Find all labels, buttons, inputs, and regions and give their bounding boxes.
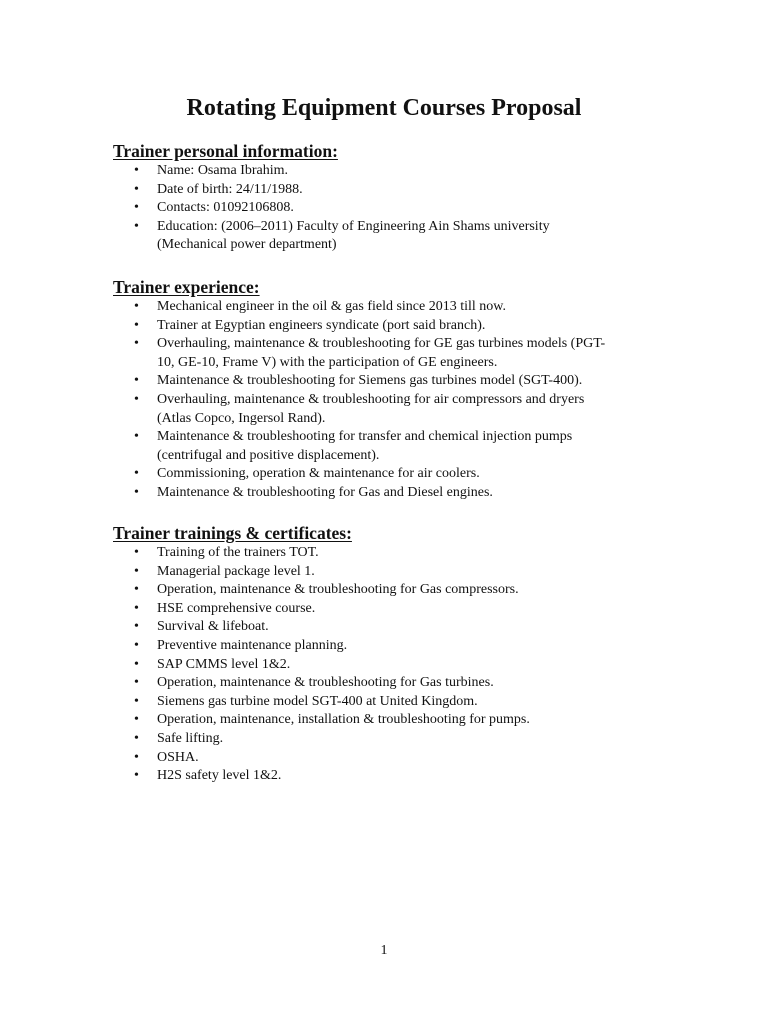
list-item — [113, 637, 673, 656]
bullet-icon: • — [134, 563, 139, 579]
bullet-icon: • — [134, 675, 139, 691]
bullet-icon: • — [134, 637, 139, 653]
bullet-icon: • — [134, 336, 139, 352]
list-item — [113, 730, 673, 749]
list-item-text: Safe lifting. — [157, 730, 224, 746]
bullet-icon: • — [134, 391, 139, 407]
personal-information-list — [113, 162, 673, 255]
list-item-text: Maintenance & troubleshooting for Gas and Diesel engines. — [157, 484, 493, 500]
list-item — [113, 484, 673, 503]
list-item-text: HSE comprehensive course. — [157, 600, 316, 616]
document-title: Rotating Equipment Courses Proposal — [186, 95, 582, 121]
list-item — [113, 711, 673, 730]
list-item — [113, 199, 673, 218]
list-item-text: Mechanical engineer in the oil & gas field since 2013 till now. — [157, 299, 506, 314]
list-item — [113, 581, 673, 600]
list-item — [113, 181, 673, 200]
section-heading-personal-information: Trainer personal information: — [113, 141, 338, 161]
bullet-icon: • — [134, 429, 139, 445]
list-item-text: Operation, maintenance & troubleshooting for Gas turbines. — [157, 675, 494, 691]
trainings-certificates-list — [113, 544, 673, 786]
list-item-text: Contacts: 01092106808. — [157, 200, 294, 216]
section-trainer-experience — [113, 276, 673, 503]
bullet-icon: • — [134, 299, 139, 314]
section-trainings-certificates — [113, 522, 673, 786]
list-item-text: Operation, maintenance, installation & troubleshooting for pumps. — [157, 712, 530, 728]
list-item-text: Maintenance & troubleshooting for transfer and chemical injection pumps (centrifugal and positive displacement). — [157, 429, 573, 463]
bullet-icon: • — [134, 181, 139, 197]
bullet-icon: • — [134, 484, 139, 500]
list-item — [113, 563, 673, 582]
list-item-text: Education: (2006–2011) Faculty of Engineering Ain Shams university (Mechanical power department) — [157, 218, 550, 253]
list-item — [113, 656, 673, 675]
list-item-text: Survival & lifeboat. — [157, 619, 269, 635]
bullet-icon: • — [134, 600, 139, 616]
bullet-icon: • — [134, 200, 139, 216]
list-item — [113, 162, 673, 181]
section-heading-trainings-certificates: Trainer trainings & certificates: — [113, 523, 352, 543]
bullet-icon: • — [134, 656, 139, 672]
list-item-text: Operation, maintenance & troubleshooting for Gas compressors. — [157, 582, 519, 598]
bullet-icon: • — [134, 218, 139, 234]
section-personal-information — [113, 140, 673, 255]
list-item — [113, 767, 673, 786]
list-item-text: Siemens gas turbine model SGT-400 at United Kingdom. — [157, 693, 478, 709]
bullet-icon: • — [134, 693, 139, 709]
list-item — [113, 600, 673, 619]
list-item-text: Trainer at Egyptian engineers syndicate (port said branch). — [157, 317, 486, 333]
list-item-text: Maintenance & troubleshooting for Siemens gas turbines model (SGT-400). — [157, 373, 583, 389]
bullet-icon: • — [134, 373, 139, 389]
list-item — [113, 391, 673, 428]
list-item-text: Preventive maintenance planning. — [157, 637, 348, 653]
list-item — [113, 544, 673, 563]
list-item — [113, 335, 673, 372]
bullet-icon: • — [134, 317, 139, 333]
list-item — [113, 693, 673, 712]
section-heading-trainer-experience: Trainer experience: — [113, 277, 260, 297]
list-item-text: Date of birth: 24/11/1988. — [157, 181, 303, 197]
bullet-icon: • — [134, 768, 139, 784]
list-item — [113, 674, 673, 693]
bullet-icon: • — [134, 730, 139, 746]
list-item — [113, 218, 673, 255]
list-item — [113, 749, 673, 768]
trainer-experience-list — [113, 298, 673, 503]
list-item-text: Overhauling, maintenance & troubleshooting for air compressors and dryers (Atlas Copco, Ingersol Rand). — [157, 391, 585, 426]
list-item-text: SAP CMMS level 1&2. — [157, 656, 291, 672]
bullet-icon: • — [134, 619, 139, 635]
list-item — [113, 465, 673, 484]
page-number: 1 — [380, 943, 388, 958]
list-item-text: Managerial package level 1. — [157, 563, 315, 579]
list-item — [113, 428, 673, 465]
list-item-text: Overhauling, maintenance & troubleshooting for GE gas turbines models (PGT- 10, GE-10, Frame V) with the participation of GE engineers. — [157, 336, 606, 370]
bullet-icon: • — [134, 163, 139, 178]
bullet-icon: • — [134, 749, 139, 765]
list-item — [113, 618, 673, 637]
list-item-text: Name: Osama Ibrahim. — [157, 163, 289, 178]
list-item-text: OSHA. — [157, 749, 199, 765]
list-item-text: Training of the trainers TOT. — [157, 545, 319, 560]
bullet-icon: • — [134, 466, 139, 482]
list-item — [113, 317, 673, 336]
list-item-text: H2S safety level 1&2. — [157, 768, 282, 784]
list-item-text: Commissioning, operation & maintenance for air coolers. — [157, 466, 480, 482]
bullet-icon: • — [134, 545, 139, 560]
bullet-icon: • — [134, 712, 139, 728]
list-item — [113, 298, 673, 317]
list-item — [113, 372, 673, 391]
bullet-icon: • — [134, 582, 139, 598]
